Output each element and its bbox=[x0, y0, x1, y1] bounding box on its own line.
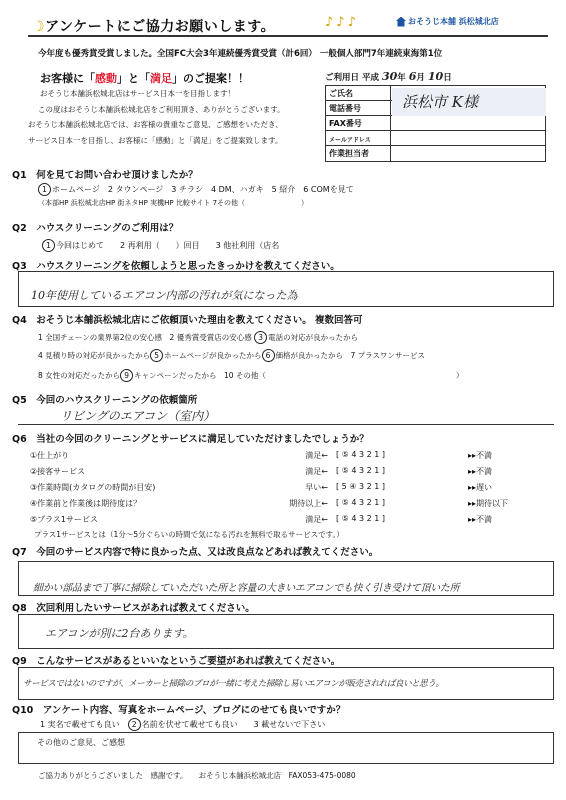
q4-options-line-2[interactable]: 4 見積り時の対応が良かったから 5 ホームページが良かったから 6 価格が良かったから 7 プラスワンサービス bbox=[38, 351, 425, 360]
name-label: ご氏名 bbox=[326, 86, 391, 100]
intro-line-3: おそうじ本舗浜松城北店では、お客様の貴重なご意見、ご感想をいただき、 bbox=[28, 120, 283, 129]
usage-date: ご利用日 平成 30年 6月 10日 bbox=[325, 70, 452, 83]
q7-question: Q7 今回のサービス内容で特に良かった点、又は改良点などあれば教えてください。 bbox=[12, 547, 379, 558]
q6-rating-4[interactable]: ④作業前と作業後は期待度は？ 期待以上← [ ⑤ 4 3 2 1 ] ▸▸期待以下 bbox=[30, 498, 509, 508]
phone-label: 電話番号 bbox=[326, 101, 391, 115]
q1-options[interactable]: 1 ホームページ 2 タウンページ 3 チラシ 4 DM、ハガキ 5 紹介 6 COMを見て bbox=[38, 183, 354, 196]
q7-answer-box[interactable] bbox=[18, 561, 554, 596]
q8-question: Q8 次回利用したいサービスがあれば教えてください。 bbox=[12, 603, 255, 614]
q2-options[interactable]: 1 今回はじめて 2 再利用（ ）回目 3 他社利用（店名 bbox=[42, 239, 279, 252]
q6-rating-5[interactable]: ⑤プラス1サービス 満足← [ ⑤ 4 3 2 1 ] ▸▸不満 bbox=[30, 514, 493, 524]
q8-answer: エアコンが別に2台あります。 bbox=[45, 627, 194, 640]
q5-question: Q5 今回のハウスクリーニングの依頼箇所 bbox=[12, 395, 198, 406]
moon-icon: ☽ bbox=[32, 19, 46, 35]
intro-line-2: この度はおそうじ本舗浜松城北店をご利用頂き、ありがとうございます。 bbox=[38, 105, 285, 114]
mail-field[interactable] bbox=[391, 131, 545, 145]
footer: ご協力ありがとうございました 感謝です。 おそうじ本舗浜松城北店 FAX053-475-0080 bbox=[38, 771, 356, 780]
q9-answer-box[interactable] bbox=[18, 667, 554, 700]
q2-question: Q2 ハウスクリーニングのご利用は？ bbox=[12, 223, 179, 234]
q10-other-box[interactable] bbox=[18, 732, 554, 764]
music-notes-icon: ♪♪♪ bbox=[325, 15, 359, 30]
q7-answer: 細かい部品まで丁寧に掃除していただいた所と容量の大きいエアコンでも快く引き受けて頂いた所 bbox=[33, 583, 460, 594]
q6-rating-1[interactable]: ①仕上がり 満足← [ ⑤ 4 3 2 1 ] ▸▸不満 bbox=[30, 450, 493, 460]
staff-field[interactable] bbox=[391, 146, 545, 161]
q9-answer: サービスではないのですが、メーカーと掃除のプロが一緒に考えた掃除し易いエアコンが販売されれば良いと思う。 bbox=[23, 679, 444, 689]
staff-label: 作業担当者 bbox=[326, 146, 391, 161]
q3-answer: 10年使用しているエアコン内部の汚れが気になった為 bbox=[31, 289, 298, 302]
q10-other-label: その他のご意見、ご感想 bbox=[37, 738, 125, 747]
q3-answer-box[interactable] bbox=[18, 271, 554, 307]
q10-options[interactable]: 1 実名で載せても良い 2 名前を伏せて載せても良い 3 載せないで下さい bbox=[40, 720, 326, 729]
intro-line-4: サービス日本一を目指し、お客様に「感動」と「満足」をご提案致します。 bbox=[28, 136, 283, 145]
q6-note: プラス1サービスとは（1分～5分ぐらいの時間で気になる汚れを無料で取るサービスです。） bbox=[34, 530, 344, 539]
q1-question: Q1 何を見てお問い合わせ頂けましたか？ bbox=[12, 170, 198, 181]
q4-options-line-3[interactable]: 8 女性の対応だったから 9 キャンペーンだったから 10 その他（ ） bbox=[38, 371, 464, 380]
intro-line-1: おそうじ本舗浜松城北店はサービス日本一を目指します！ bbox=[40, 89, 235, 98]
store-logo: おそうじ本舗 浜松城北店 bbox=[396, 16, 499, 27]
q8-answer-box[interactable] bbox=[18, 614, 554, 649]
q6-question: Q6 当社の今回のクリーニングとサービスに満足していただけましたでしょうか？ bbox=[12, 434, 369, 445]
fax-field[interactable] bbox=[391, 116, 545, 130]
customer-name[interactable]: 浜松市 K様 bbox=[392, 88, 546, 116]
mail-label: メールアドレス bbox=[326, 131, 391, 145]
q4-question: Q4 おそうじ本舗浜松城北店にご依頼頂いた理由を教えてください。 複数回答可 bbox=[12, 315, 363, 326]
survey-title: ☽アンケートにご協力お願いします。 bbox=[32, 19, 276, 35]
q1-sub-options: （本部HP 浜松城北店HP 街ネタHP 実機HP 比較サイト 7その他（ ） bbox=[38, 199, 309, 207]
q10-question: Q10 アンケート内容、写真をホームページ、ブログにのせても良いですか？ bbox=[12, 705, 346, 716]
fax-label: FAX番号 bbox=[326, 116, 391, 130]
q5-answer[interactable]: リビングのエアコン（室内） bbox=[60, 409, 216, 423]
q6-rating-3[interactable]: ③作業時間(カタログの時間が目安) 早い← [ 5 ④ 3 2 1 ] ▸▸遅い bbox=[30, 482, 493, 492]
title-underline bbox=[28, 35, 548, 37]
q3-question: Q3 ハウスクリーニングを依頼しようと思ったきっかけを教えてください。 bbox=[12, 261, 340, 272]
q6-rating-2[interactable]: ②接客サービス 満足← [ ⑤ 4 3 2 1 ] ▸▸不満 bbox=[30, 466, 493, 476]
house-icon bbox=[396, 17, 406, 27]
award-text: 今年度も優秀賞受賞しました。全国FC大会3年連続優秀賞受賞（計6回） 一般個人部門7年連続東海第1位 bbox=[38, 49, 443, 59]
proposal-heading: お客様に「感動」と「満足」のご提案！！ bbox=[40, 72, 249, 85]
q5-underline bbox=[18, 424, 554, 425]
q4-options-line-1[interactable]: 1 全国チェーンの業界第2位の安心感 2 優秀賞受賞店の安心感 3 電話の対応が良かったから bbox=[38, 333, 359, 342]
q9-question: Q9 こんなサービスがあるといいなというご要望があれば教えてください。 bbox=[12, 656, 341, 667]
